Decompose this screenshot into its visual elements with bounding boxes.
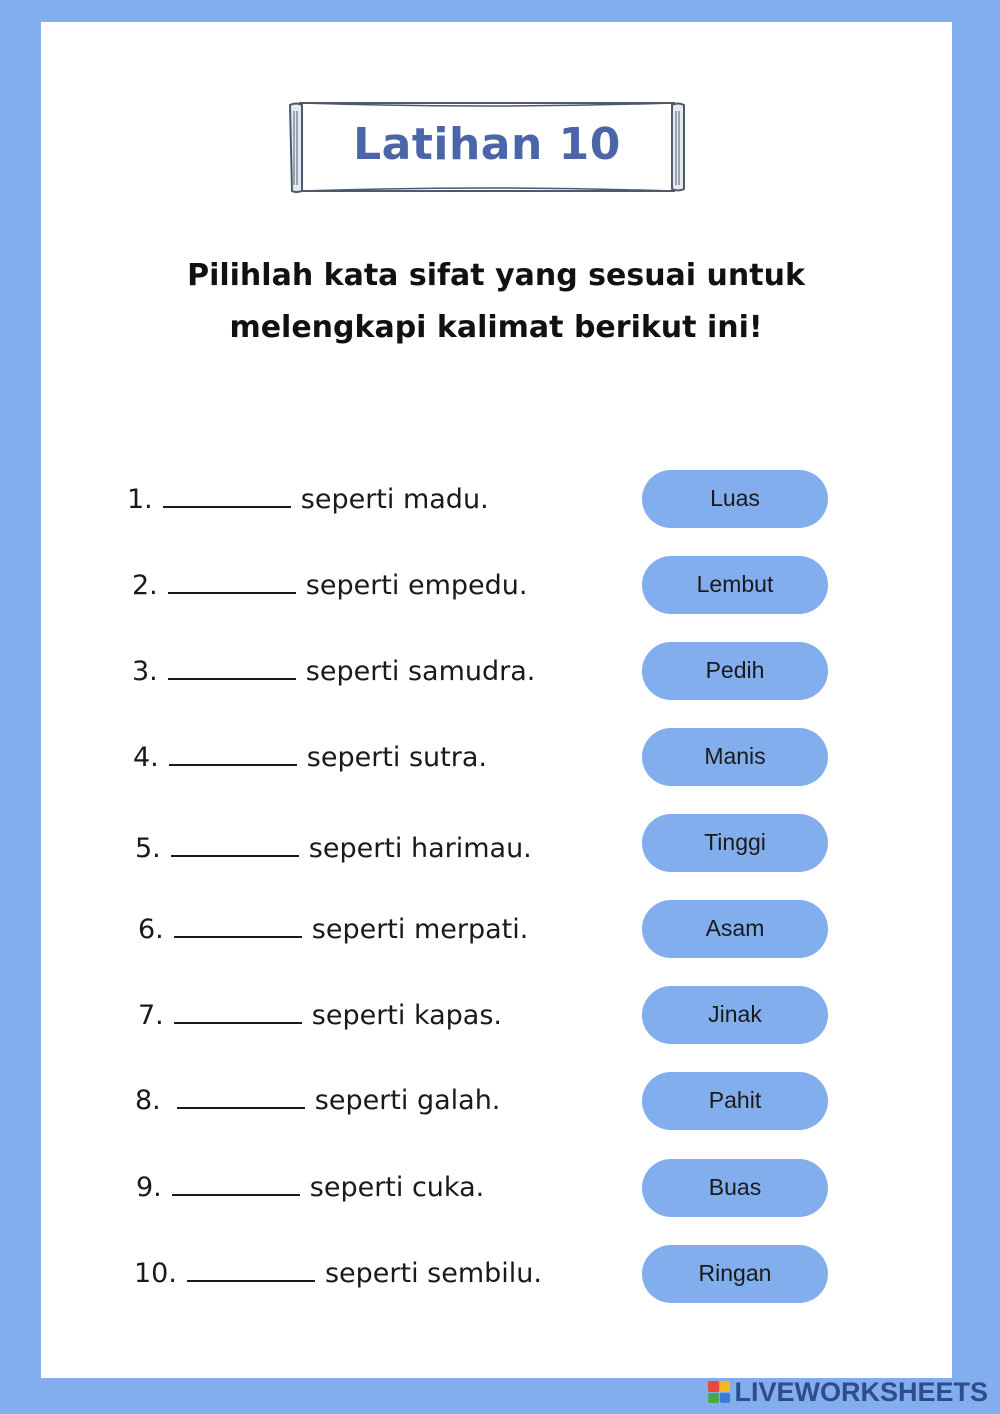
instruction-line-1: Pilihlah kata sifat yang sesuai untuk — [187, 258, 805, 293]
sentence-number: 9. — [136, 1172, 162, 1203]
option-tinggi-button[interactable]: Tinggi — [642, 814, 828, 872]
sentence-text: seperti kapas. — [311, 1000, 503, 1031]
answer-blank[interactable] — [172, 1174, 300, 1196]
option-pahit-button[interactable]: Pahit — [642, 1072, 828, 1130]
sentence-number: 4. — [133, 742, 159, 773]
sentence-text: seperti empedu. — [305, 570, 528, 601]
option-asam-button[interactable]: Asam — [642, 900, 828, 958]
title-banner — [288, 101, 686, 193]
sentence-text: seperti merpati. — [311, 914, 529, 945]
sentence-8 — [135, 1085, 500, 1116]
answer-blank[interactable] — [169, 744, 297, 766]
liveworksheets-watermark — [708, 1376, 988, 1408]
option-luas-button[interactable]: Luas — [642, 470, 828, 528]
sentence-text: seperti cuka. — [309, 1172, 485, 1203]
answer-blank[interactable] — [177, 1087, 305, 1109]
sentence-number: 1. — [127, 484, 153, 515]
option-pedih-button[interactable]: Pedih — [642, 642, 828, 700]
answer-blank[interactable] — [174, 1002, 302, 1024]
sentence-4 — [133, 742, 487, 773]
watermark-text: LIVEWORKSHEETS — [734, 1376, 988, 1407]
answer-blank[interactable] — [168, 658, 296, 680]
sentence-text: seperti samudra. — [305, 656, 536, 687]
sentence-2 — [132, 570, 527, 601]
sentence-text: seperti galah. — [314, 1085, 501, 1116]
liveworksheets-logo-icon — [708, 1381, 730, 1403]
option-lembut-button[interactable]: Lembut — [642, 556, 828, 614]
option-manis-button[interactable]: Manis — [642, 728, 828, 786]
answer-blank[interactable] — [168, 572, 296, 594]
sentence-10 — [134, 1258, 542, 1289]
sentence-number: 3. — [132, 656, 158, 687]
option-ringan-button[interactable]: Ringan — [642, 1245, 828, 1303]
sentence-number: 8. — [135, 1085, 161, 1116]
sentence-text: seperti sembilu. — [324, 1258, 542, 1289]
sentence-1 — [127, 484, 489, 515]
answer-blank[interactable] — [171, 835, 299, 857]
option-buas-button[interactable]: Buas — [642, 1159, 828, 1217]
sentence-number: 5. — [135, 833, 161, 864]
answer-blank[interactable] — [187, 1260, 315, 1282]
sentence-3 — [132, 656, 535, 687]
page-title: Latihan 10 — [353, 119, 621, 170]
sentence-6 — [138, 914, 528, 945]
option-jinak-button[interactable]: Jinak — [642, 986, 828, 1044]
sentence-text: seperti harimau. — [308, 833, 532, 864]
instruction-line-2: melengkapi kalimat berikut ini! — [229, 310, 763, 345]
sentence-text: seperti sutra. — [306, 742, 487, 773]
sentence-number: 6. — [138, 914, 164, 945]
sentence-5 — [135, 833, 532, 864]
sentence-text: seperti madu. — [300, 484, 489, 515]
instruction-text — [101, 250, 891, 354]
answer-blank[interactable] — [163, 486, 291, 508]
sentence-7 — [138, 1000, 502, 1031]
answer-blank[interactable] — [174, 916, 302, 938]
sentence-number: 10. — [134, 1258, 177, 1289]
sentence-number: 2. — [132, 570, 158, 601]
sentence-number: 7. — [138, 1000, 164, 1031]
sentence-9 — [136, 1172, 484, 1203]
worksheet-page — [41, 22, 952, 1378]
